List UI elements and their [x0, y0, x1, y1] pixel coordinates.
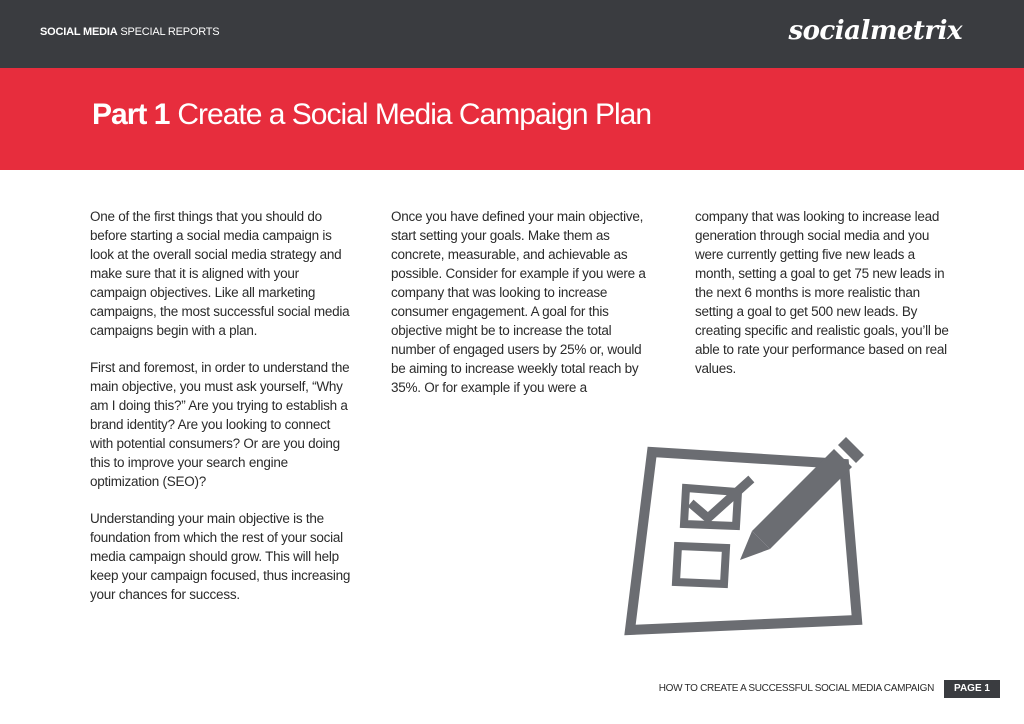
page-title — [92, 98, 651, 132]
page-number: PAGE 1 — [944, 680, 1000, 698]
paragraph: company that was looking to increase lead generation through social media and you were currently getting five new leads a month, setting a goal to get 75 new leads in the next 6 months is more realistic than setting a goal to get 500 new leads. By creating specific and realistic goals, you’ll be able to rate your performance based on real values. — [695, 209, 949, 376]
section-label-bold: SOCIAL MEDIA — [40, 26, 118, 38]
text-column-1 — [90, 207, 352, 622]
part-number: Part 1 — [92, 98, 170, 131]
footer-title: HOW TO CREATE A SUCCESSFUL SOCIAL MEDIA CAMPAIGN — [658, 683, 934, 694]
paragraph: First and foremost, in order to understand the main objective, you must ask yourself, “Why am I doing this?” Are you trying to establish a brand identity? Are you looking to connect with potential consumers? Or are you doing this to improve your search engine optimization (SEO)? — [90, 360, 350, 489]
paragraph: Understanding your main objective is the foundation from which the rest of your social media campaign should grow. This will help keep your campaign focused, thus increasing your chances for success. — [90, 511, 351, 602]
text-column-2 — [391, 207, 646, 415]
section-label — [40, 26, 219, 38]
paragraph: Once you have defined your main objective, start setting your goals. Make them as concrete, measurable, and achievable as possible. Consider for example if you were a company that was looking to increase consumer engagement. A goal for this objective might be to increase the total number of engaged users by 25% or, would be aiming to increase weekly total reach by 35%. Or for example if you were a — [391, 209, 646, 395]
title-text: Create a Social Media Campaign Plan — [177, 98, 651, 131]
checklist-pencil-icon — [622, 434, 872, 639]
section-label-rest: SPECIAL REPORTS — [117, 26, 220, 38]
title-banner — [0, 68, 1024, 170]
paragraph: One of the first things that you should do before starting a social media campaign is look at the overall social media strategy and make sure that it is aligned with your campaign objectives. Like all marketing campaigns, the most successful social media campaigns begin with a plan. — [90, 209, 350, 338]
text-column-3 — [695, 207, 950, 396]
brand-logo: socialmetrix — [788, 16, 962, 46]
header-bar — [0, 0, 1024, 68]
